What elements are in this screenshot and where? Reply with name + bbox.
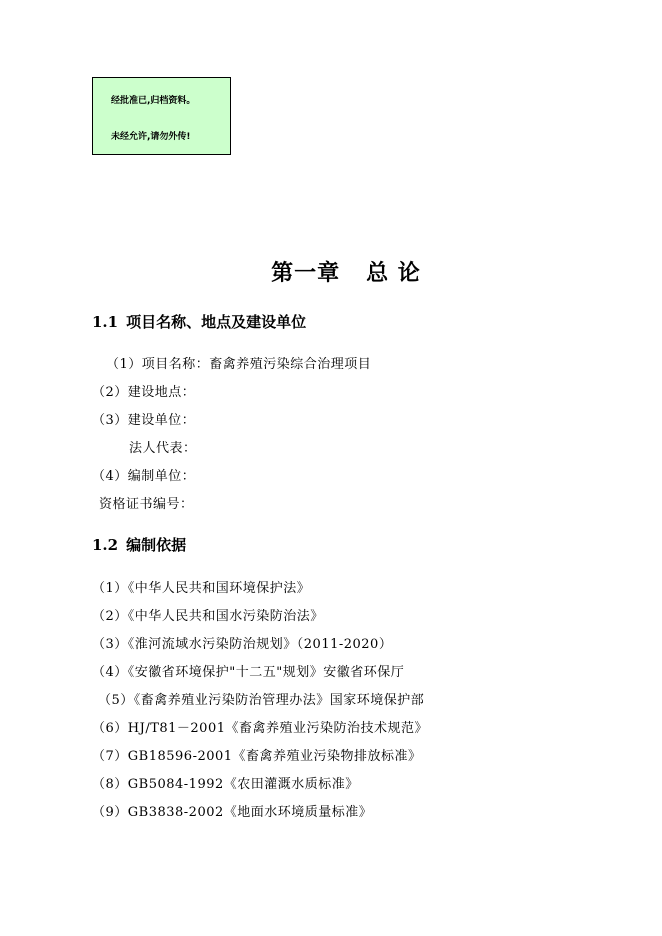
basis-item: （5）《畜禽养殖业污染防治管理办法》国家环境保护部 <box>98 693 425 708</box>
section-number: 1.2 <box>92 536 119 554</box>
stamp-line-2: 未经允许,请勿外传! <box>111 132 191 142</box>
basis-item: （8）GB5084-1992《农田灌溉水质标准》 <box>92 777 359 792</box>
basis-item: （9）GB3838-2002《地面水环境质量标准》 <box>92 805 373 820</box>
section-title: 编制依据 <box>126 536 187 554</box>
chapter-title: 第一章 总 论 <box>271 260 421 286</box>
section-number: 1.1 <box>92 313 119 331</box>
builder-line: （3）建设单位： <box>92 413 196 428</box>
basis-item: （2）《中华人民共和国水污染防治法》 <box>92 609 324 624</box>
section-heading-1-1 <box>92 311 306 332</box>
project-name-line: （1）项目名称：畜禽养殖污染综合治理项目 <box>106 357 372 372</box>
basis-item: （6）HJ/T81－2001《畜禽养殖业污染防治技术规范》 <box>92 721 428 736</box>
basis-item: （1）《中华人民共和国环境保护法》 <box>92 581 311 596</box>
certificate-line: 资格证书编号： <box>99 497 194 512</box>
location-line: （2）建设地点： <box>92 385 196 400</box>
section-title: 项目名称、地点及建设单位 <box>126 313 307 331</box>
basis-item: （7）GB18596-2001《畜禽养殖业污染物排放标准》 <box>92 749 422 764</box>
section-heading-1-2 <box>92 534 186 555</box>
basis-item: （3）《淮河流域水污染防治规划》（2011-2020） <box>92 637 393 652</box>
confidential-stamp <box>92 77 231 155</box>
compiler-line: （4）编制单位： <box>92 469 196 484</box>
basis-item: （4）《安徽省环境保护"十二五"规划》安徽省环保厅 <box>92 665 405 680</box>
legal-rep-line: 法人代表： <box>129 441 197 456</box>
stamp-line-1: 经批准已,归档资料。 <box>111 96 196 106</box>
